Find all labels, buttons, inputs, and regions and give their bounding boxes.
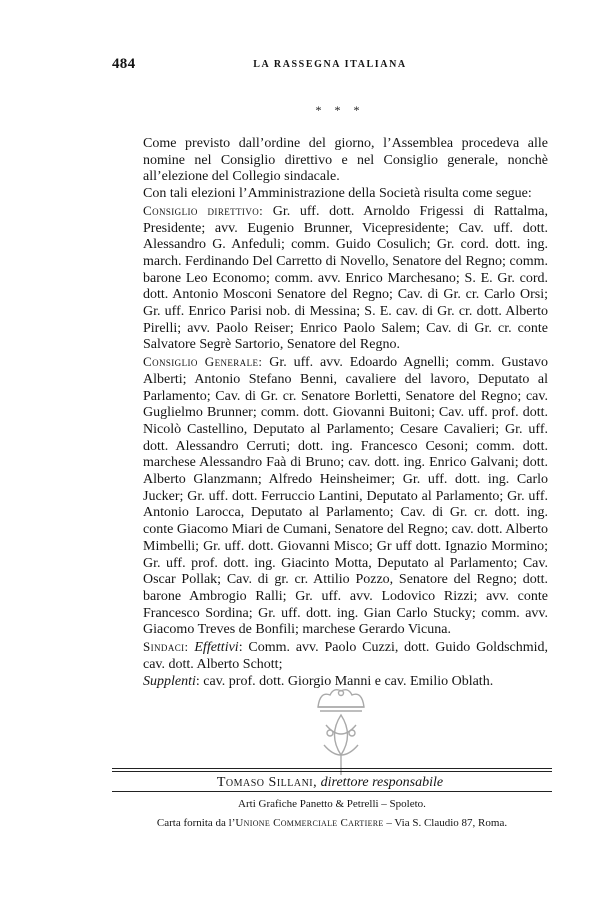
director-name: Tomaso Sillani, (216, 775, 318, 790)
section-separator: * * * (315, 103, 365, 117)
members-consiglio-direttivo: Gr. uff. dott. Arnoldo Frigessi di Rattalma, Presidente; avv. Eugenio Brunner, Vicepresidente; Cav. uff. dott. Alessandro G. Anfeduli; comm. Guido Cosulich; Gr. cord. dott. ing. march. Ferdinando Del Carretto di Novello, Senatore del Regno; comm. barone Leo Economo; comm. avv. Enrico Marchesano; S. E. Gr. cord. dott. Antonio Mosconi Senatore del Regno; Cav. di Gr. cr. Carlo Orsi; Gr. uff. Enrico Parisi nob. di Messina; S. E. cav. di Gr. cr. dott. Alberto Pirelli; avv. Paolo Reiser; Enrico Paolo Salem; Cav. di Gr. cr. conte Salvatore Segrè Sartorio, Senatore del Regno. (143, 203, 548, 353)
members-effettivi: : Comm. avv. Paolo Cuzzi, dott. Guido Goldschmid, cav. dott. Alberto Schott; (143, 640, 549, 672)
paragraph-sindaci (143, 639, 548, 673)
director-line (0, 775, 608, 791)
label-supplenti: Supplenti (143, 673, 196, 689)
running-header-title: LA RASSEGNA ITALIANA (253, 59, 407, 70)
paper-company: Unione Commerciale Cartiere (235, 817, 384, 829)
label-sindaci: Sindaci: (143, 639, 189, 655)
members-consiglio-generale: Gr. uff. avv. Edoardo Agnelli; comm. Gustavo Alberti; Antonio Stefano Benni, cavaliere del lavoro, Deputato al Parlamento; Cav. di Gr. cr. Senatore Borletti, Senatore del Regno; cav. Guglielmo Brunner; comm. dott. Giovanni Buitoni; Cav. uff. prof. dott. Nicolò Castellino, Deputato al Parlamento; Cesare Cavalieri; Gr. uff. dott. Alessandro Cerruti; dott. ing. Francesco Cesoni; comm. dott. marchese Alessandro Faà di Bruno; cav. dott. ing. Enrico Galvani; dott. Alberto Glanzmann; Alfredo Heinsheimer; Gr. uff. dott. ing. Carlo Jucker; Gr. uff. dott. Ferruccio Lantini, Deputato al Parlamento; Gr. uff. Antonio Larocca, Deputato al Parlamento; Cav. di Gr. cr. dott. ing. conte Giacomo Miari de Cumani, Senatore del Regno; cav. dott. Alberto Mimbelli; Gr. uff. dott. Giovanni Misco; Gr uff dott. Ignazio Mormino; Gr. uff. prof. dott. ing. Giacinto Motta, Deputato al Parlamento; Cav. Oscar Pollak; Cav. di gr. cr. Attilio Pozzo, Senatore del Regno; dott. barone Ambrogio Ralli; Gr. uff. avv. Lodovico Rizzi; avv. conte Francesco Sordina; Gr. uff. dott. ing. Gian Carlo Stucky; comm. avv. Giacomo Treves de Bonfili; marchese Gerardo Vicuna. (143, 355, 548, 638)
colophon-rule-top (112, 768, 552, 769)
members-supplenti: : cav. prof. dott. Giorgio Manni e cav. Emilio Oblath. (195, 673, 494, 689)
paper-suffix: – Via S. Claudio 87, Roma. (383, 817, 508, 829)
colophon-rule-bottom (112, 791, 552, 792)
label-consiglio-direttivo: Consiglio direttivo: (143, 202, 264, 218)
colophon-rule-top-second (112, 771, 552, 772)
printer-line: Arti Grafiche Panetto & Petrelli – Spoleto. (238, 798, 426, 810)
director-role: direttore responsabile (320, 775, 444, 790)
paragraph-consiglio-direttivo (143, 203, 548, 354)
paper-supplier-line (0, 817, 608, 829)
page-number: 484 (112, 56, 136, 72)
paragraph-elections: Con tali elezioni l’Amministrazione della Società risulta come segue: (143, 186, 532, 202)
crown-seal-watermark (306, 685, 376, 780)
paper-prefix: Carta fornita da l’ (156, 817, 236, 829)
body-text (143, 136, 548, 690)
paragraph-consiglio-generale (143, 354, 548, 639)
label-consiglio-generale: Consiglio Generale: (143, 354, 263, 370)
label-effettivi: Effettivi (194, 640, 239, 656)
paragraph-assembly: Come previsto dall’ordine del giorno, l’Assemblea procedeva alle nomine nel Consiglio direttivo e nel Consiglio generale, nonchè all’elezione del Collegio sindacale. (143, 136, 548, 185)
